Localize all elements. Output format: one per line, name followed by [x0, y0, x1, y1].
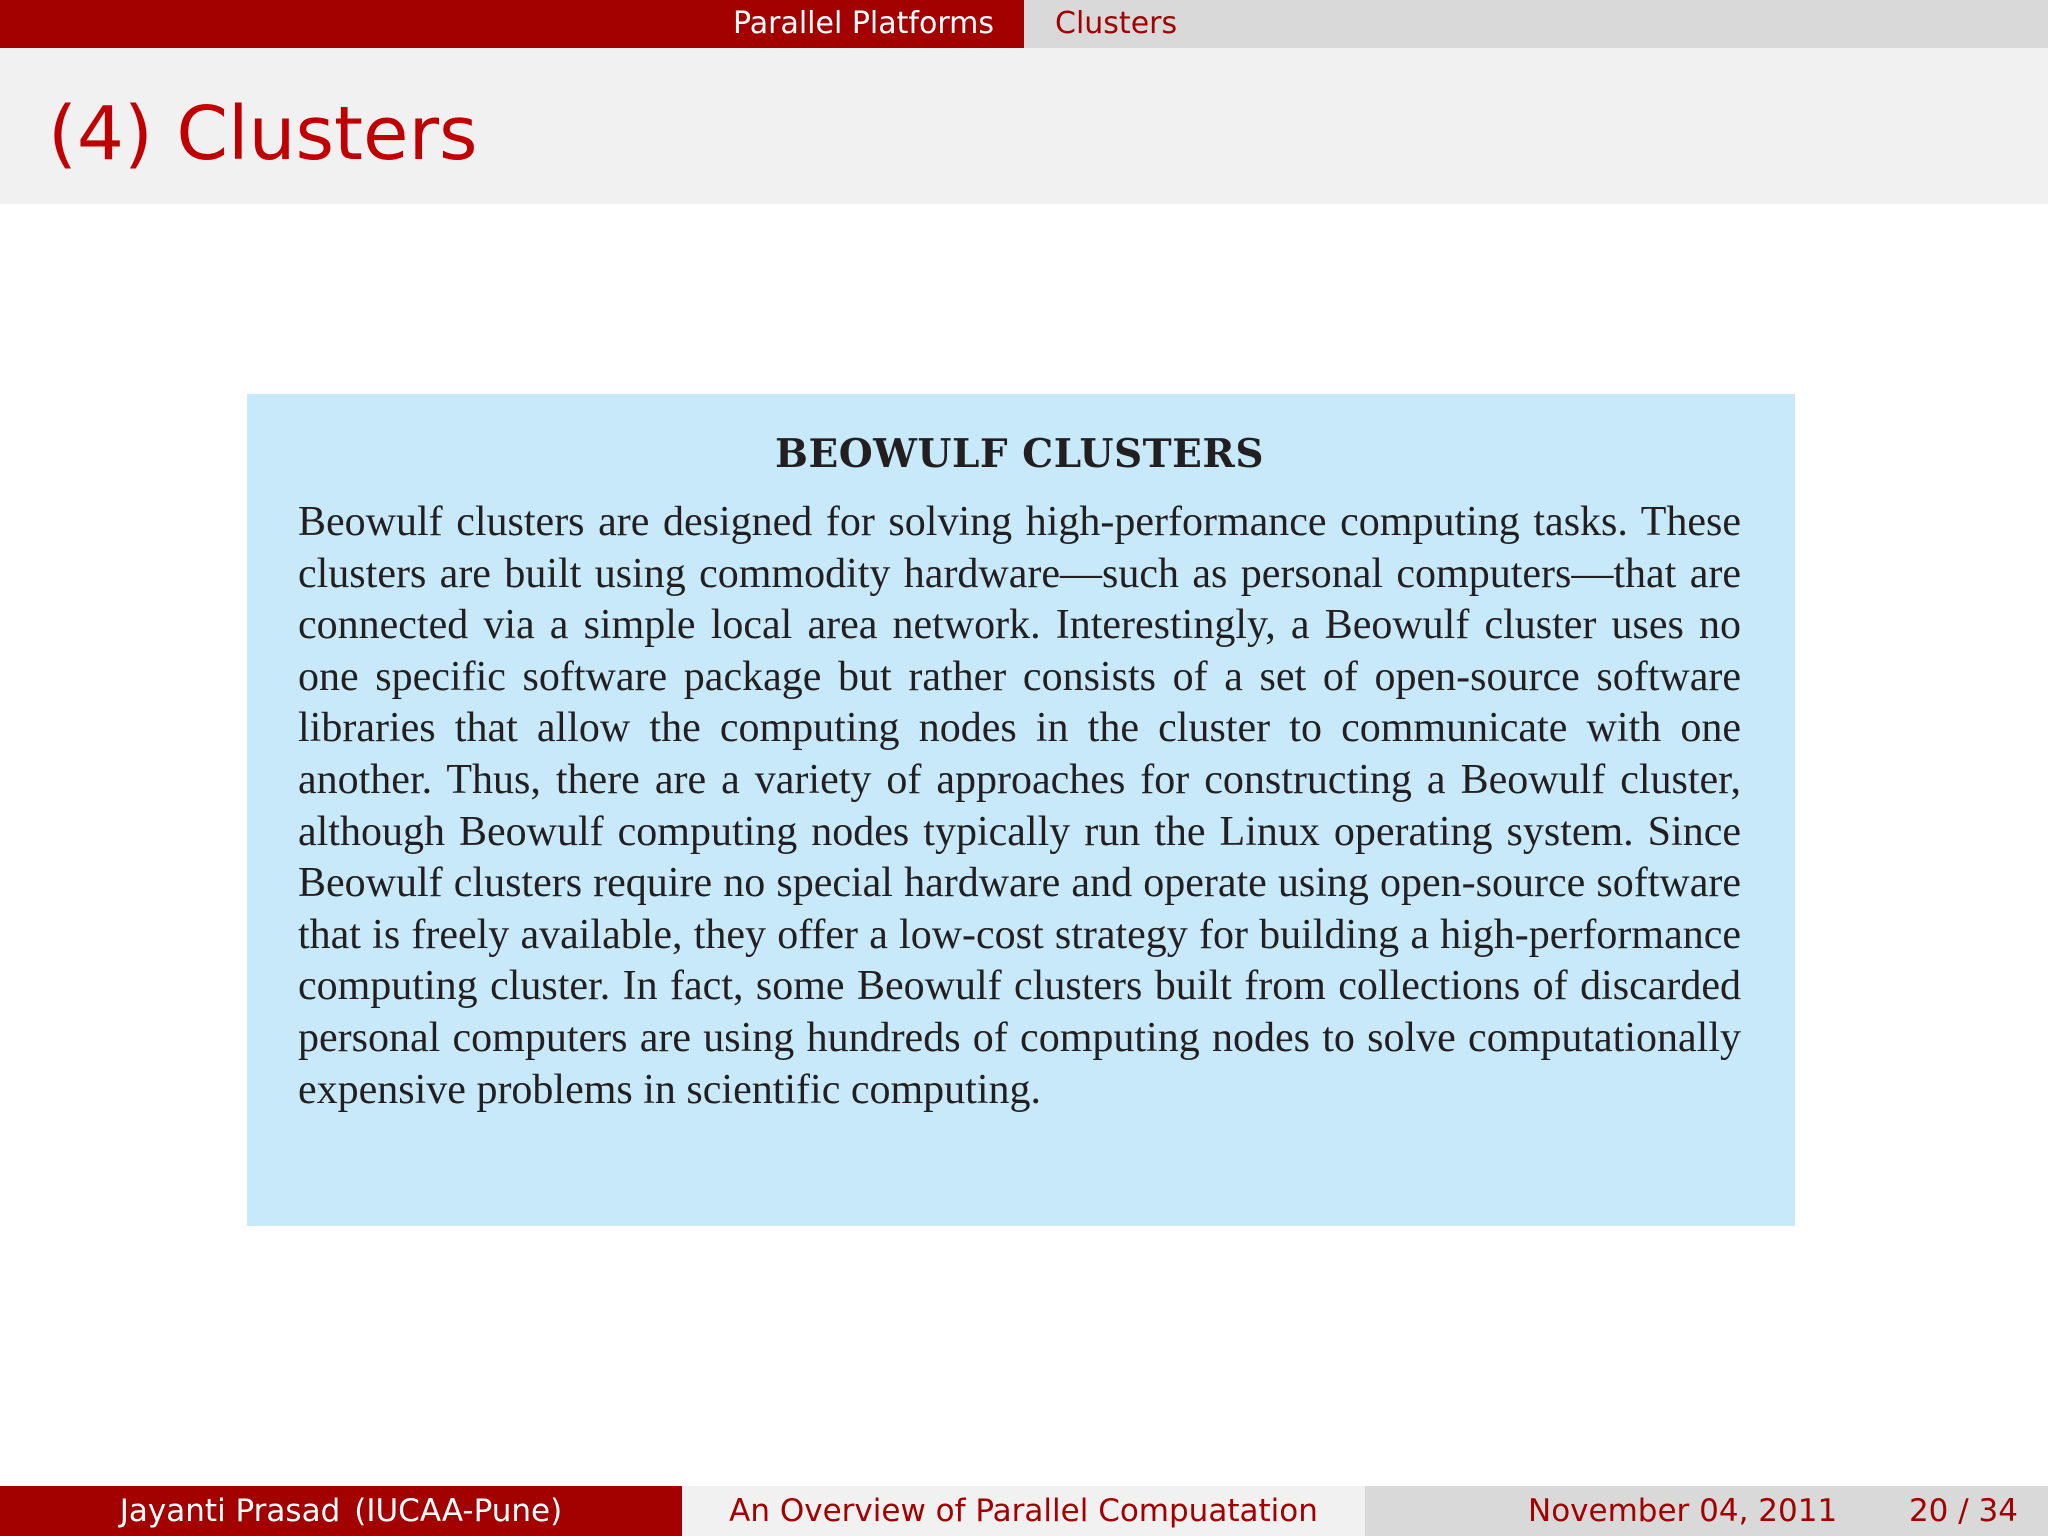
- headline-section-cell: [0, 0, 1024, 48]
- excerpt-heading: BEOWULF CLUSTERS: [775, 431, 1264, 477]
- excerpt-body: Beowulf clusters are designed for solving high-performance computing tasks. These clusters are built using commodity hardware—such as personal computers—that are connected via a simple local area network. Interestingly, a Beowulf cluster uses no one specific software package but rather consists of a set of open-source software libraries that allow the computing nodes in the cluster to communicate with one another. Thus, there are a variety of approaches for constructing a Beowulf cluster, although Beowulf computing nodes typically run the Linux operating system. Since Beowulf clusters require no special hardware and operate using open-source software that is freely available, they offer a low-cost strategy for building a high-performance computing cluster. In fact, some Beowulf clusters built from collections of discarded personal computers are using hundreds of computing nodes to solve computationally expensive problems in scientific computing.: [298, 499, 1741, 1113]
- beamer-headline: [0, 0, 2048, 48]
- nav-subsection-link[interactable]: Clusters: [1055, 6, 1178, 41]
- footer-institute: (IUCAA-Pune): [354, 1493, 563, 1529]
- footer-date: November 04, 2011: [1528, 1493, 1838, 1529]
- frame-title: (4) Clusters: [48, 91, 478, 177]
- footer-page-number: 20 / 34: [1908, 1493, 2018, 1529]
- nav-section-link[interactable]: Parallel Platforms: [733, 6, 994, 41]
- footer-author: Jayanti Prasad: [119, 1493, 341, 1529]
- footer-date-page-cell: [1365, 1486, 2048, 1536]
- footer-author-cell: [0, 1486, 682, 1536]
- frame-title-band: [0, 48, 2048, 204]
- beamer-footline: [0, 1486, 2048, 1536]
- footer-title-cell: [682, 1486, 1365, 1536]
- beowulf-excerpt-box: [247, 394, 1795, 1226]
- footer-talk-title[interactable]: An Overview of Parallel Compuatation: [729, 1493, 1318, 1529]
- headline-subsection-cell: [1024, 0, 2048, 48]
